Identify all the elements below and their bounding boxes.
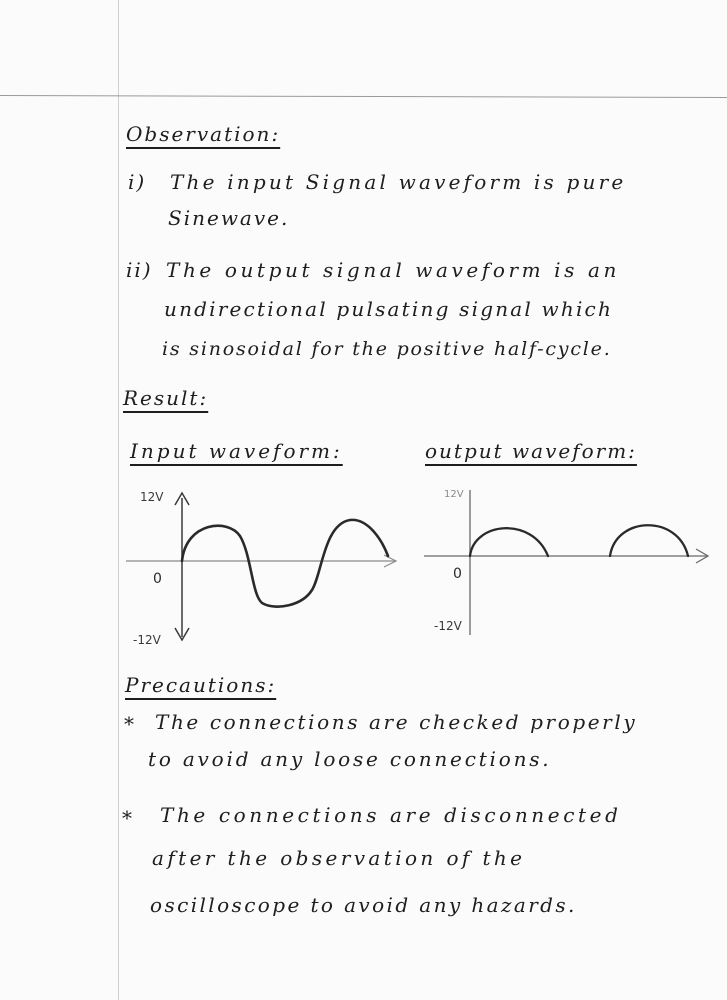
observation-item2-line2: undirectional pulsating signal which [164, 297, 614, 321]
precautions-item1-line2: to avoid any loose connections. [148, 747, 552, 771]
output-pulse-1 [470, 528, 548, 556]
input-waveform-label: Input waveform: [130, 439, 343, 463]
precautions-item2-line3: oscilloscope to avoid any hazards. [150, 893, 577, 917]
input-y-max-label: 12V [140, 490, 164, 504]
output-origin-label: 0 [453, 566, 462, 582]
observation-item2-marker: ii) [126, 258, 153, 282]
observation-heading: Observation: [126, 122, 281, 146]
output-waveform-label: output waveform: [425, 439, 637, 463]
precautions-item1-bullet: * [124, 712, 136, 736]
observation-item1-line1: The input Signal waveform is pure [170, 170, 627, 194]
input-y-min-label: -12V [133, 633, 161, 647]
input-origin-label: 0 [153, 571, 162, 587]
precautions-item2-line1: The connections are disconnected [160, 803, 622, 827]
result-heading: Result: [123, 386, 209, 410]
precautions-item2-line2: after the observation of the [152, 846, 526, 870]
observation-item1-line2: Sinewave. [168, 206, 290, 230]
output-pulse-2 [610, 525, 688, 556]
observation-item2-line3: is sinosoidal for the positive half-cycle. [162, 338, 612, 360]
output-y-max-label: 12V [444, 489, 464, 500]
precautions-item2-bullet: * [122, 806, 134, 830]
output-y-min-label: -12V [434, 619, 462, 633]
precautions-item1-line1: The connections are checked properly [155, 710, 638, 734]
observation-item1-marker: i) [128, 170, 147, 194]
precautions-heading: Precautions: [125, 673, 277, 697]
observation-item2-line1: The output signal waveform is an [166, 258, 620, 282]
